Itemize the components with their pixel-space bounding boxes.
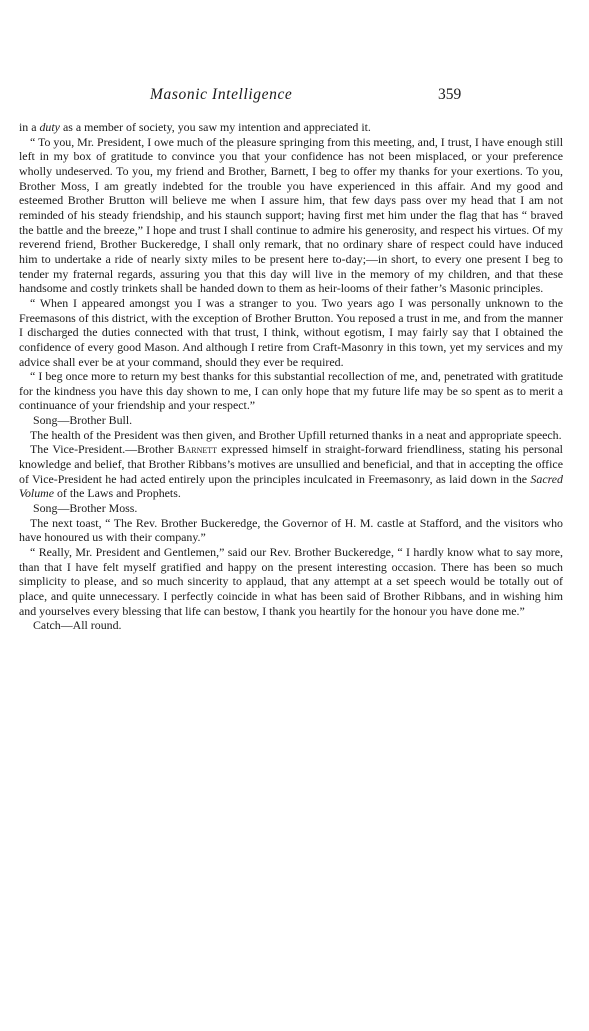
paragraph-next-toast: The next toast, “ The Rev. Brother Buckeredge, the Governor of H. M. castle at Stafford, and the visitors who have honoured us with their company.” [19,515,563,545]
page-body [19,120,563,633]
catch-all-round: Catch—All round. [33,618,122,633]
page-number: 359 [438,86,462,103]
paragraph-president-health: The health of the President was then given, and Brother Upfill returned thanks in a neat and appropriate speech. [30,427,562,442]
paragraph-buckeredge-reply: “ Really, Mr. President and Gentlemen,” said our Rev. Brother Buckeredge, “ I hardly know what to say more, than that I have felt myself gratified and happy on the present interesting occasion. There has been so much simplicity to please, and so much sincerity to applaud, that any attempt at a set speech would be totally out of place, and quite unnecessary. I perfectly coincide in what has been said of Brother Ribbans, and in wishing him and yourselves every blessing that life can bestow, I thank you heartily for the honour you have done me.” [19,545,563,618]
paragraph-speech-thanks: “ To you, Mr. President, I owe much of the pleasure springing from this meeting, and, I trust, I have enough still left in my box of gratitude to convince you that your confidence has not been misplaced, or your preference wholly undeserved. To you, my friend and Brother, Barnett, I beg to offer my thanks for your exertions. To you, Brother Moss, I am greatly indebted for the trouble you have experienced in this affair. And my good and esteemed Brother Brutton will believe me when I assure him, that few days pass over my head that I am not reminded of his steady friendship, and his staunch support; having first met him under the flag that has “ braved the battle and the breeze,” I hope and trust I shall continue to admire his generosity, and respect his virtues. Of my reverend friend, Brother Buckeredge, I shall only remark, that no ordinary share of respect could have induced him to undertake a ride of nearly sixty miles to be present here to-day;—in short, to every one present I beg to tender my fraternal regards, assuring you that this day will live in the memory of my children, and that these handsome and costly trinkets shall be handed down to them as heir-looms of their father’s Masonic principles. [19,134,563,296]
paragraph-speech-closing: “ I beg once more to return my best thanks for this substantial recollection of me, and, penetrated with gratitude for the kindness you have this day shown to me, I can only hope that my future life may be so spent as to merit a continuance of your friendship and your respect.” [19,369,563,413]
emphasis-duty: duty [39,120,60,134]
running-title: Masonic Intelligence [150,86,293,103]
paragraph-continuation: in a duty as a member of society, you saw my intention and appreciated it. [19,120,371,134]
song-brother-bull: Song—Brother Bull. [33,413,133,428]
small-caps-barnett: Barnett [177,442,218,457]
page-header [0,86,589,108]
paragraph-vice-president: The Vice-President.—Brother Barnett expressed himself in straight-forward friendliness, stating his personal knowledge and belief, that Brother Ribbans’s motives are unsullied and beneficial, and that in accepting the office of Vice-President he had acted entirely upon the principles inculcated in Freemasonry, as laid down in the Sacred Volume of the Laws and Prophets. [19,442,563,501]
emphasis-sacred-volume: Sacred Volume [19,471,563,501]
song-brother-moss: Song—Brother Moss. [33,501,138,516]
paragraph-speech-stranger: “ When I appeared amongst you I was a stranger to you. Two years ago I was personally unknown to the Freemasons of this district, with the exception of Brother Brutton. You reposed a trust in me, and from the manner I discharged the duties connected with that trust, I think, without egotism, I may fairly say that I obtained the confidence of every good Mason. And although I retire from Craft-Masonry in this town, yet my services and my advice shall ever be at your command, should they ever be required. [19,295,563,369]
